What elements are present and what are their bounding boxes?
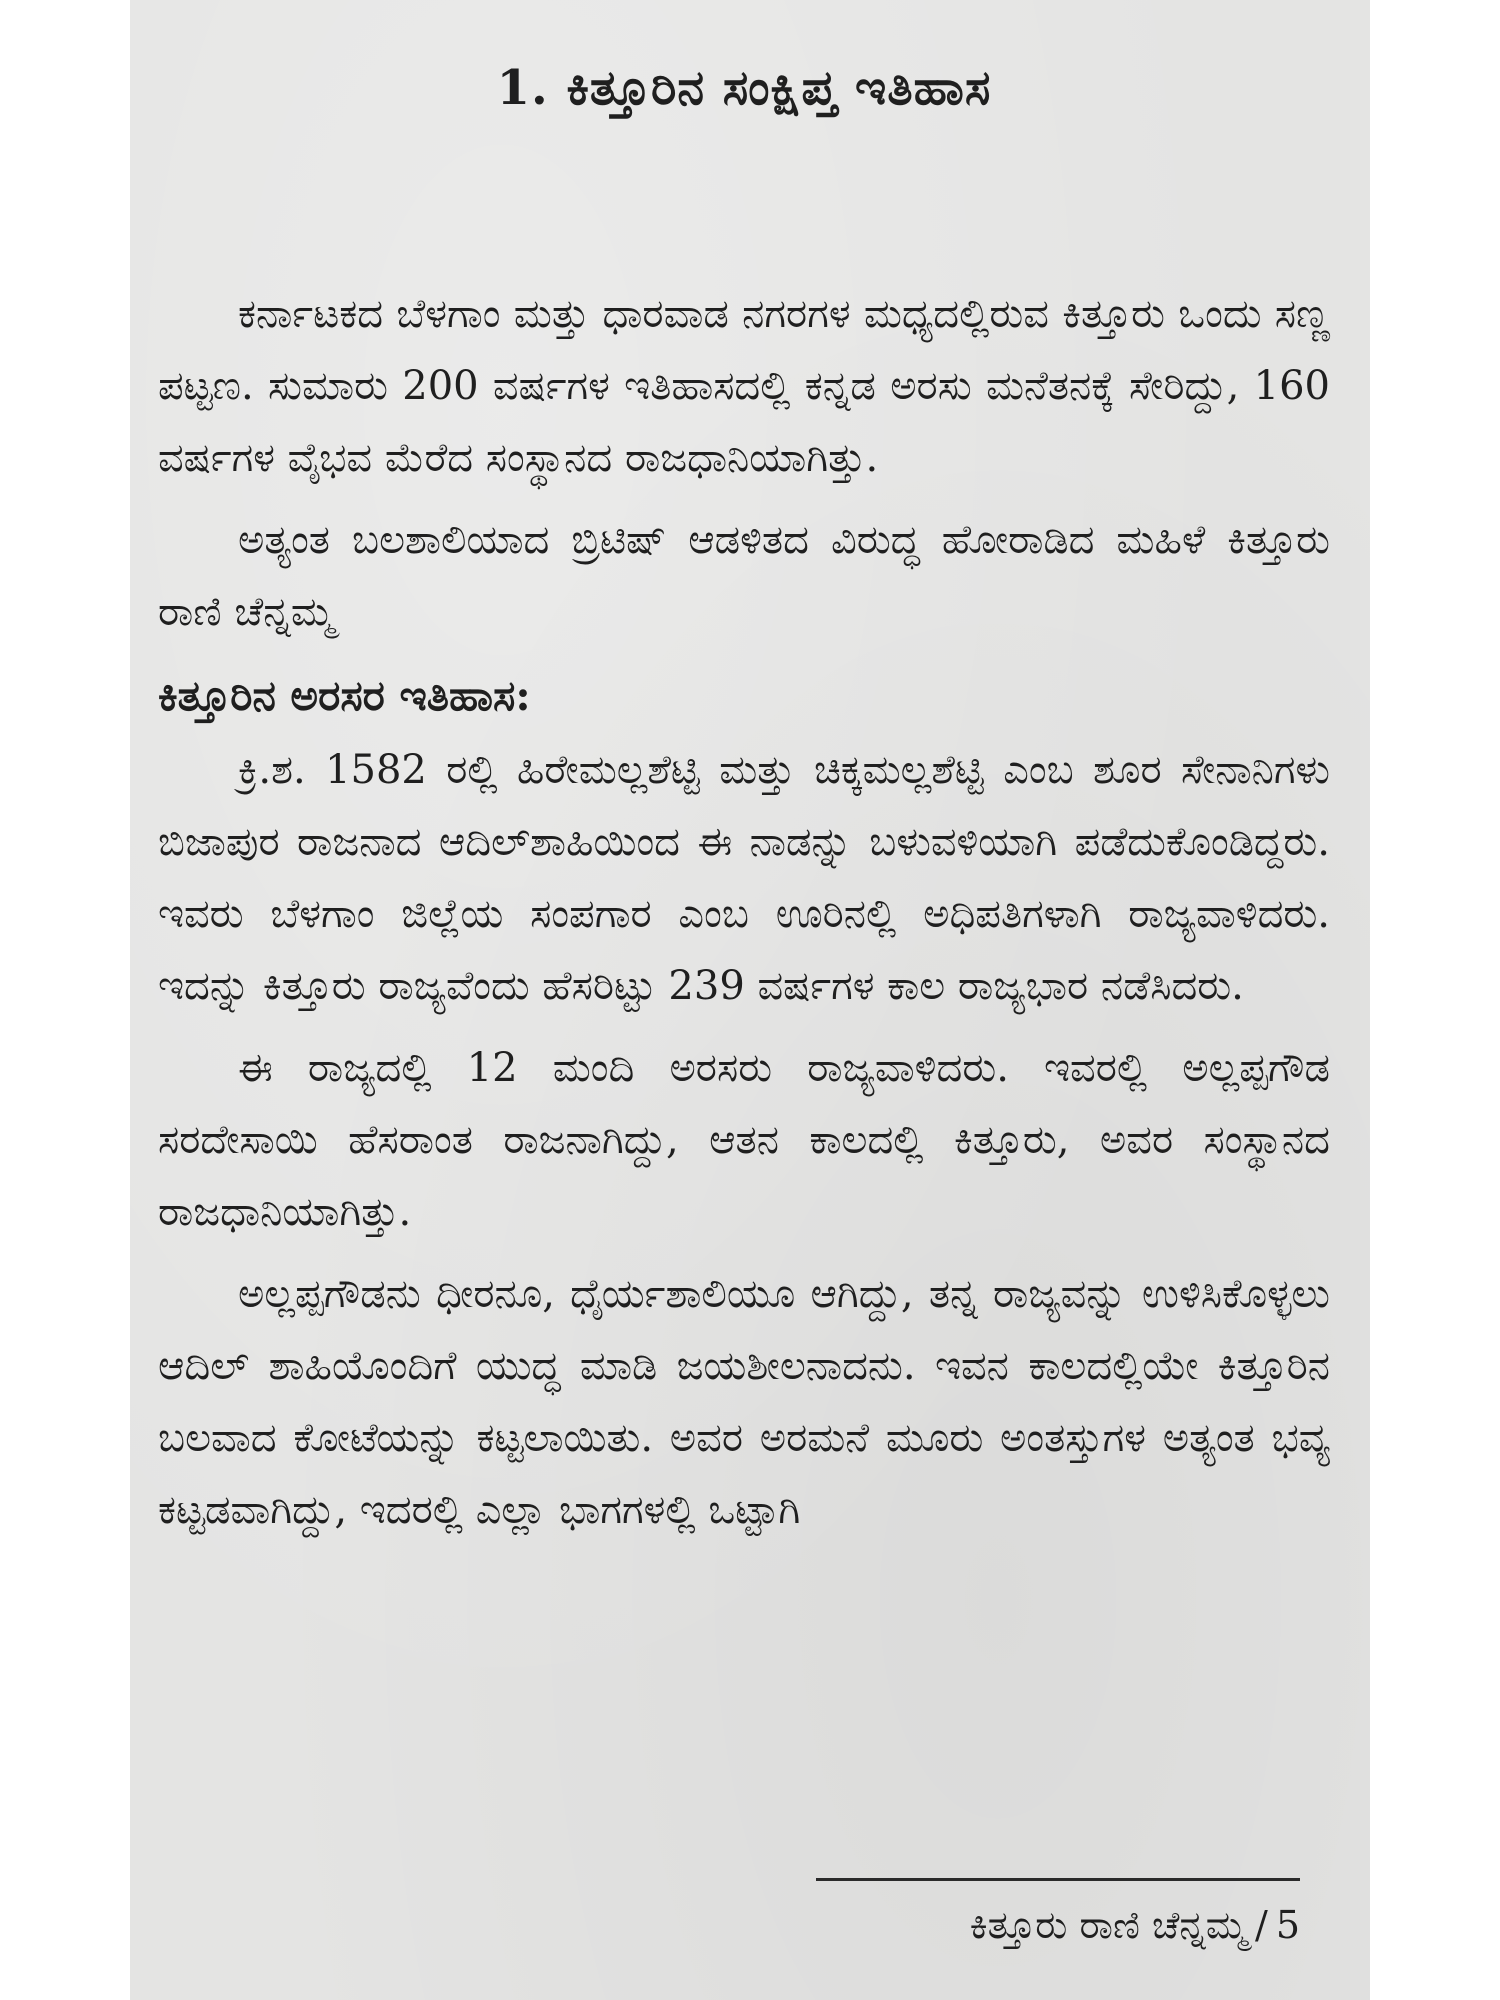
chapter-title: 1. ಕಿತ್ತೂರಿನ ಸಂಕ್ಷಿಪ್ತ ಇತಿಹಾಸ bbox=[496, 60, 992, 116]
book-page bbox=[130, 0, 1370, 2000]
section-heading-kings-history: ಕಿತ್ತೂರಿನ ಅರಸರ ಇತಿಹಾಸ: bbox=[158, 671, 531, 720]
paragraph-allappagowda: ಅಲ್ಲಪ್ಪಗೌಡನು ಧೀರನೂ, ಧೈರ್ಯಶಾಲಿಯೂ ಆಗಿದ್ದು, ತನ್ನ ರಾಜ್ಯವನ್ನು ಉಳಿಸಿಕೊಳ್ಳಲು ಆದಿಲ್ ಶಾಹಿಯೊಂದಿಗೆ ಯುದ್ಧ ಮಾಡಿ ಜಯಶೀಲನಾದನು. ಇವನ ಕಾಲದಲ್ಲಿಯೇ ಕಿತ್ತೂರಿನ ಬಲವಾದ ಕೋಟೆಯನ್ನು ಕಟ್ಟಲಾಯಿತು. ಅವರ ಅರಮನೆ ಮೂರು ಅಂತಸ್ತುಗಳ ಅತ್ಯಂತ ಭವ್ಯ ಕಟ್ಟಡವಾಗಿದ್ದು, ಇದರಲ್ಲಿ ಎಲ್ಲಾ ಭಾಗಗಳಲ್ಲಿ ಒಟ್ಟಾಗಿ bbox=[158, 1271, 1330, 1533]
page-footer bbox=[816, 1878, 1300, 1951]
paragraph-british-resistance: ಅತ್ಯಂತ ಬಲಶಾಲಿಯಾದ ಬ್ರಿಟಿಷ್ ಆಡಳಿತದ ವಿರುದ್ಧ ಹೋರಾಡಿದ ಮಹಿಳೆ ಕಿತ್ತೂರು ರಾಣಿ ಚೆನ್ನಮ್ಮ bbox=[158, 517, 1330, 635]
footer-separator: / bbox=[1255, 1903, 1268, 1947]
running-footer bbox=[816, 1899, 1300, 1951]
footer-book-title: ಕಿತ್ತೂರು ರಾಣಿ ಚೆನ್ನಮ್ಮ bbox=[969, 1903, 1247, 1947]
page-number: 5 bbox=[1275, 1903, 1300, 1947]
footer-divider bbox=[816, 1878, 1300, 1881]
paragraph-twelve-kings: ಈ ರಾಜ್ಯದಲ್ಲಿ 12 ಮಂದಿ ಅರಸರು ರಾಜ್ಯವಾಳಿದರು. ಇವರಲ್ಲಿ ಅಲ್ಲಪ್ಪಗೌಡ ಸರದೇಸಾಯಿ ಹೆಸರಾಂತ ರಾಜನಾಗಿದ್ದು, ಆತನ ಕಾಲದಲ್ಲಿ ಕಿತ್ತೂರು, ಅವರ ಸಂಸ್ಥಾನದ ರಾಜಧಾನಿಯಾಗಿತ್ತು. bbox=[158, 1045, 1330, 1235]
paragraph-origin: ಕ್ರಿ.ಶ. 1582 ರಲ್ಲಿ ಹಿರೇಮಲ್ಲಶೆಟ್ಟಿ ಮತ್ತು ಚಿಕ್ಕಮಲ್ಲಶೆಟ್ಟಿ ಎಂಬ ಶೂರ ಸೇನಾನಿಗಳು ಬಿಜಾಪುರ ರಾಜನಾದ ಆದಿಲ್‌ಶಾಹಿಯಿಂದ ಈ ನಾಡನ್ನು ಬಳುವಳಿಯಾಗಿ ಪಡೆದುಕೊಂಡಿದ್ದರು. ಇವರು ಬೆಳಗಾಂ ಜಿಲ್ಲೆಯ ಸಂಪಗಾರ ಎಂಬ ಊರಿನಲ್ಲಿ ಅಧಿಪತಿಗಳಾಗಿ ರಾಜ್ಯವಾಳಿದರು. ಇದನ್ನು ಕಿತ್ತೂರು ರಾಜ್ಯವೆಂದು ಹೆಸರಿಟ್ಟು 239 ವರ್ಷಗಳ ಕಾಲ ರಾಜ್ಯಭಾರ ನಡೆಸಿದರು. bbox=[158, 747, 1330, 1009]
page-content bbox=[158, 48, 1330, 1556]
paragraph-intro: ಕರ್ನಾಟಕದ ಬೆಳಗಾಂ ಮತ್ತು ಧಾರವಾಡ ನಗರಗಳ ಮಧ್ಯದಲ್ಲಿರುವ ಕಿತ್ತೂರು ಒಂದು ಸಣ್ಣ ಪಟ್ಟಣ. ಸುಮಾರು 200 ವರ್ಷಗಳ ಇತಿಹಾಸದಲ್ಲಿ ಕನ್ನಡ ಅರಸು ಮನೆತನಕ್ಕೆ ಸೇರಿದ್ದು, 160 ವರ್ಷಗಳ ವೈಭವ ಮೆರೆದ ಸಂಸ್ಥಾನದ ರಾಜಧಾನಿಯಾಗಿತ್ತು. bbox=[158, 291, 1330, 481]
